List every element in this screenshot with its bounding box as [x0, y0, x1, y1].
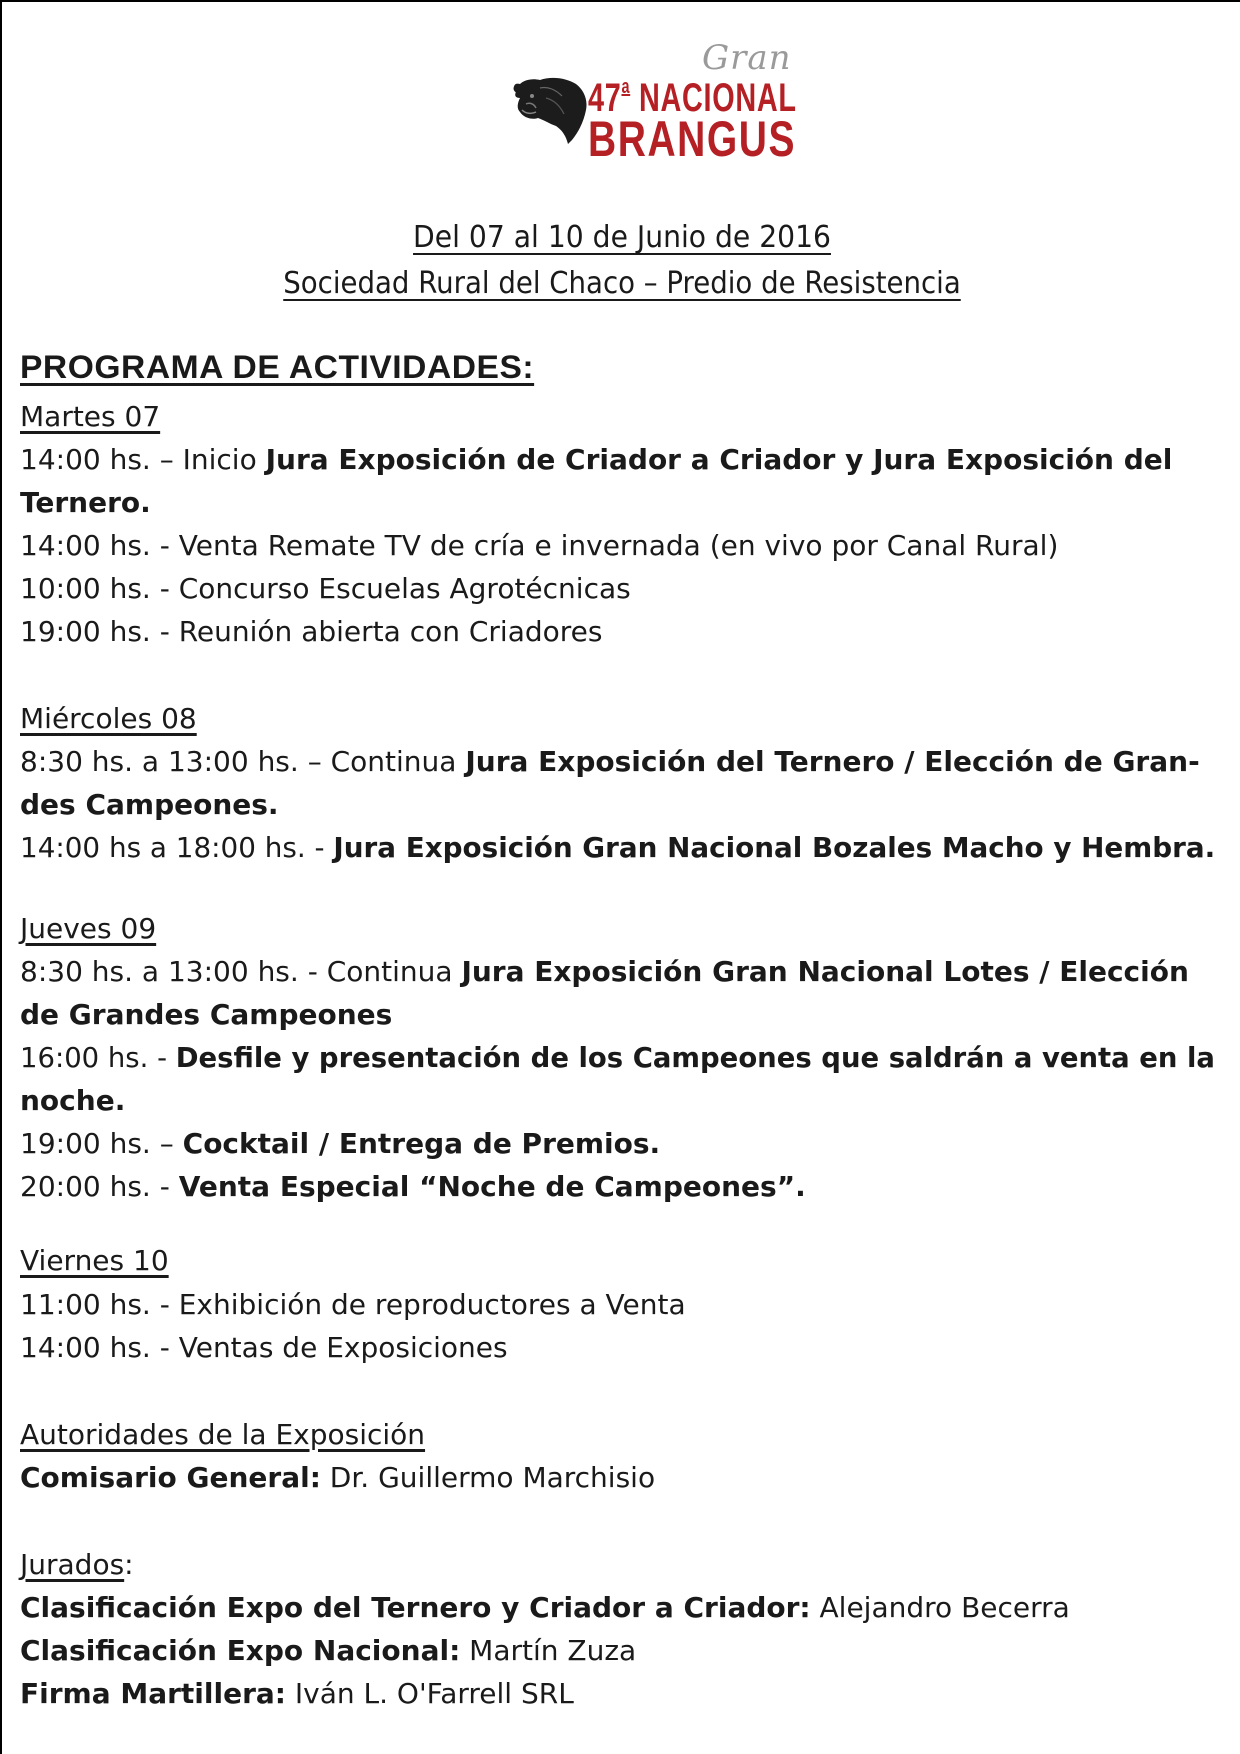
event-line: 19:00 hs. - Reunión abierta con Criadores	[20, 615, 603, 648]
logo-brangus: BRANGUS	[588, 111, 797, 167]
event-line-continued: Ternero.	[20, 486, 151, 519]
authorities-heading: Autoridades de la Exposición	[20, 1418, 426, 1451]
event-line: 11:00 hs. - Exhibición de reproductores a Venta	[20, 1288, 686, 1321]
event-line: 14:00 hs a 18:00 hs. - Jura Exposición Gran Nacional Bozales Macho y Hembra.	[20, 831, 1216, 864]
logo-gran: Gran	[702, 38, 792, 78]
event-dates: Del 07 al 10 de Junio de 2016	[413, 220, 831, 255]
event-line-continued: noche.	[20, 1084, 126, 1117]
program-title: PROGRAMA DE ACTIVIDADES:	[20, 349, 535, 385]
event-line-continued: de Grandes Campeones	[20, 998, 393, 1031]
event-line: 14:00 hs. – Inicio Jura Exposición de Criador a Criador y Jura Exposición del	[20, 443, 1173, 476]
event-line: 8:30 hs. a 13:00 hs. - Continua Jura Exposición Gran Nacional Lotes / Elección	[20, 955, 1189, 988]
jury-heading: Jurados:	[20, 1548, 134, 1581]
jury-line: Firma Martillera: Iván L. O'Farrell SRL	[20, 1677, 574, 1710]
day-heading: Viernes 10	[20, 1244, 169, 1277]
authority-line: Comisario General: Dr. Guillermo Marchisio	[20, 1461, 656, 1494]
jury-line: Clasificación Expo del Ternero y Criador a Criador: Alejandro Becerra	[20, 1591, 1070, 1624]
event-line: 16:00 hs. - Desfile y presentación de los Campeones que saldrán a venta en la	[20, 1041, 1215, 1074]
day-heading: Miércoles 08	[20, 702, 197, 735]
event-line: 10:00 hs. - Concurso Escuelas Agrotécnicas	[20, 572, 631, 605]
bull-head-icon	[510, 74, 590, 146]
event-line: 20:00 hs. - Venta Especial “Noche de Campeones”.	[20, 1170, 806, 1203]
event-logo	[510, 38, 810, 173]
day-heading: Martes 07	[20, 400, 161, 433]
event-line: 19:00 hs. – Cocktail / Entrega de Premios.	[20, 1127, 661, 1160]
logo-edition: 47$^a$ NACIONAL	[588, 76, 797, 120]
jury-line: Clasificación Expo Nacional: Martín Zuza	[20, 1634, 637, 1667]
day-heading: Jueves 09	[20, 912, 157, 945]
event-line: 8:30 hs. a 13:00 hs. – Continua Jura Exposición del Ternero / Elección de Gran-	[20, 745, 1200, 778]
event-line: 14:00 hs. - Venta Remate TV de cría e invernada (en vivo por Canal Rural)	[20, 529, 1059, 562]
event-line: 14:00 hs. - Ventas de Exposiciones	[20, 1331, 508, 1364]
event-line-continued: des Campeones.	[20, 788, 279, 821]
event-venue: Sociedad Rural del Chaco – Predio de Resistencia	[283, 266, 961, 301]
